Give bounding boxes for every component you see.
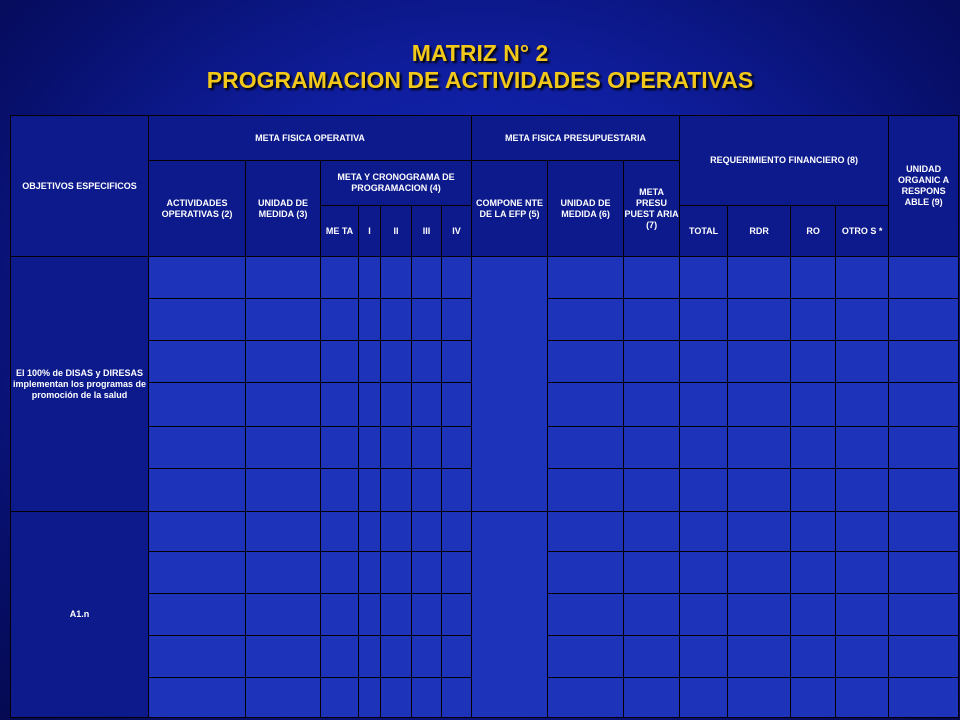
header-q1: I (359, 206, 381, 257)
empty-cell (836, 594, 889, 636)
empty-cell (381, 594, 412, 636)
header-q2: II (381, 206, 412, 257)
empty-cell (246, 469, 321, 512)
empty-cell (321, 383, 359, 427)
empty-cell (728, 341, 791, 383)
empty-cell (381, 552, 412, 594)
empty-cell (149, 341, 246, 383)
empty-cell (791, 636, 836, 678)
empty-cell (381, 299, 412, 341)
empty-cell (680, 427, 728, 469)
title-line-2: PROGRAMACION DE ACTIVIDADES OPERATIVAS (206, 67, 754, 93)
header-total: TOTAL (680, 206, 728, 257)
empty-cell (359, 594, 381, 636)
empty-cell (149, 552, 246, 594)
componente-efp-cell-1 (472, 257, 548, 512)
empty-cell (680, 512, 728, 552)
header-meta-fisica-operativa: META FISICA OPERATIVA (149, 116, 472, 161)
empty-cell (548, 257, 624, 299)
empty-cell (791, 427, 836, 469)
header-unidad-organica: UNIDAD ORGANIC A RESPONS ABLE (9) (889, 116, 959, 257)
header-otros: OTRO S * (836, 206, 889, 257)
empty-cell (321, 552, 359, 594)
empty-cell (680, 257, 728, 299)
empty-cell (836, 341, 889, 383)
header-unidad-medida-6: UNIDAD DE MEDIDA (6) (548, 161, 624, 257)
empty-cell (381, 341, 412, 383)
empty-cell (624, 427, 680, 469)
empty-cell (889, 341, 959, 383)
empty-cell (442, 469, 472, 512)
empty-cell (680, 469, 728, 512)
empty-cell (149, 299, 246, 341)
empty-cell (381, 678, 412, 718)
empty-cell (149, 257, 246, 299)
empty-cell (412, 299, 442, 341)
empty-cell (728, 383, 791, 427)
empty-cell (624, 257, 680, 299)
empty-cell (728, 427, 791, 469)
empty-cell (359, 341, 381, 383)
empty-cell (548, 678, 624, 718)
empty-cell (246, 427, 321, 469)
empty-cell (836, 383, 889, 427)
empty-cell (624, 341, 680, 383)
empty-cell (442, 299, 472, 341)
header-meta-cronograma: META Y CRONOGRAMA DE PROGRAMACION (4) (321, 161, 472, 206)
empty-cell (680, 594, 728, 636)
empty-cell (548, 469, 624, 512)
empty-cell (624, 636, 680, 678)
empty-cell (442, 594, 472, 636)
empty-cell (412, 427, 442, 469)
empty-cell (791, 299, 836, 341)
header-rdr: RDR (728, 206, 791, 257)
empty-cell (359, 552, 381, 594)
empty-cell (791, 552, 836, 594)
empty-cell (680, 299, 728, 341)
empty-cell (359, 512, 381, 552)
empty-cell (889, 512, 959, 552)
empty-cell (624, 469, 680, 512)
empty-cell (442, 341, 472, 383)
empty-cell (889, 427, 959, 469)
header-ro: RO (791, 206, 836, 257)
empty-cell (321, 678, 359, 718)
empty-cell (889, 594, 959, 636)
header-meta-fisica-presupuestaria: META FISICA PRESUPUESTARIA (472, 116, 680, 161)
empty-cell (791, 341, 836, 383)
empty-cell (412, 512, 442, 552)
empty-cell (149, 678, 246, 718)
empty-cell (791, 594, 836, 636)
empty-cell (680, 383, 728, 427)
empty-cell (548, 299, 624, 341)
empty-cell (836, 512, 889, 552)
empty-cell (889, 552, 959, 594)
empty-cell (442, 636, 472, 678)
empty-cell (548, 636, 624, 678)
header-objetivos: OBJETIVOS ESPECIFICOS (11, 116, 149, 257)
empty-cell (381, 512, 412, 552)
empty-cell (836, 299, 889, 341)
empty-cell (624, 512, 680, 552)
empty-cell (412, 552, 442, 594)
empty-cell (149, 383, 246, 427)
header-meta-presupuestaria: META PRESU PUEST ARIA (7) (624, 161, 680, 257)
empty-cell (836, 427, 889, 469)
empty-cell (246, 678, 321, 718)
empty-cell (381, 427, 412, 469)
empty-cell (548, 427, 624, 469)
header-componente-efp: COMPONE NTE DE LA EFP (5) (472, 161, 548, 257)
empty-cell (728, 678, 791, 718)
empty-cell (359, 257, 381, 299)
empty-cell (149, 636, 246, 678)
empty-cell (359, 636, 381, 678)
empty-cell (680, 341, 728, 383)
empty-cell (728, 469, 791, 512)
empty-cell (728, 552, 791, 594)
table-row (11, 257, 959, 299)
empty-cell (889, 636, 959, 678)
empty-cell (889, 678, 959, 718)
empty-cell (791, 469, 836, 512)
empty-cell (149, 594, 246, 636)
header-q4: IV (442, 206, 472, 257)
header-q3: III (412, 206, 442, 257)
empty-cell (889, 469, 959, 512)
componente-efp-cell-2 (472, 512, 548, 718)
empty-cell (442, 552, 472, 594)
empty-cell (442, 512, 472, 552)
empty-cell (442, 257, 472, 299)
empty-cell (442, 678, 472, 718)
page-title (0, 40, 960, 94)
empty-cell (246, 299, 321, 341)
empty-cell (791, 512, 836, 552)
table-row (11, 512, 959, 552)
empty-cell (728, 636, 791, 678)
empty-cell (548, 341, 624, 383)
empty-cell (359, 678, 381, 718)
empty-cell (149, 427, 246, 469)
empty-cell (149, 512, 246, 552)
empty-cell (321, 636, 359, 678)
empty-cell (791, 678, 836, 718)
empty-cell (442, 427, 472, 469)
empty-cell (889, 257, 959, 299)
empty-cell (680, 678, 728, 718)
empty-cell (728, 299, 791, 341)
empty-cell (836, 552, 889, 594)
empty-cell (321, 512, 359, 552)
empty-cell (624, 594, 680, 636)
empty-cell (412, 469, 442, 512)
empty-cell (680, 552, 728, 594)
title-line-1: MATRIZ N° 2 (411, 40, 549, 66)
empty-cell (624, 383, 680, 427)
objective-cell-2: A1.n (11, 512, 149, 718)
empty-cell (624, 299, 680, 341)
empty-cell (246, 594, 321, 636)
empty-cell (412, 383, 442, 427)
empty-cell (728, 257, 791, 299)
empty-cell (246, 341, 321, 383)
empty-cell (149, 469, 246, 512)
empty-cell (359, 469, 381, 512)
empty-cell (321, 427, 359, 469)
empty-cell (321, 469, 359, 512)
empty-cell (381, 636, 412, 678)
empty-cell (321, 594, 359, 636)
objective-cell-1: El 100% de DISAS y DIRESAS implementan los programas de promoción de la salud (11, 257, 149, 512)
empty-cell (728, 594, 791, 636)
empty-cell (548, 383, 624, 427)
empty-cell (836, 257, 889, 299)
empty-cell (321, 299, 359, 341)
empty-cell (889, 299, 959, 341)
empty-cell (548, 512, 624, 552)
empty-cell (246, 512, 321, 552)
header-unidad-medida-3: UNIDAD DE MEDIDA (3) (246, 161, 321, 257)
empty-cell (412, 341, 442, 383)
empty-cell (889, 383, 959, 427)
empty-cell (412, 636, 442, 678)
header-requerimiento-financiero: REQUERIMIENTO FINANCIERO (8) (680, 116, 889, 206)
empty-cell (412, 594, 442, 636)
empty-cell (624, 678, 680, 718)
empty-cell (359, 299, 381, 341)
empty-cell (246, 636, 321, 678)
empty-cell (412, 257, 442, 299)
empty-cell (246, 383, 321, 427)
empty-cell (791, 383, 836, 427)
empty-cell (321, 257, 359, 299)
empty-cell (548, 594, 624, 636)
empty-cell (442, 383, 472, 427)
activities-matrix (10, 115, 959, 718)
header-meta: ME TA (321, 206, 359, 257)
empty-cell (359, 383, 381, 427)
empty-cell (246, 257, 321, 299)
empty-cell (791, 257, 836, 299)
empty-cell (412, 678, 442, 718)
empty-cell (246, 552, 321, 594)
empty-cell (381, 257, 412, 299)
empty-cell (836, 636, 889, 678)
empty-cell (728, 512, 791, 552)
empty-cell (624, 552, 680, 594)
empty-cell (836, 678, 889, 718)
header-actividades-operativas: ACTIVIDADES OPERATIVAS (2) (149, 161, 246, 257)
empty-cell (359, 427, 381, 469)
empty-cell (381, 383, 412, 427)
empty-cell (381, 469, 412, 512)
empty-cell (836, 469, 889, 512)
empty-cell (321, 341, 359, 383)
empty-cell (548, 552, 624, 594)
empty-cell (680, 636, 728, 678)
